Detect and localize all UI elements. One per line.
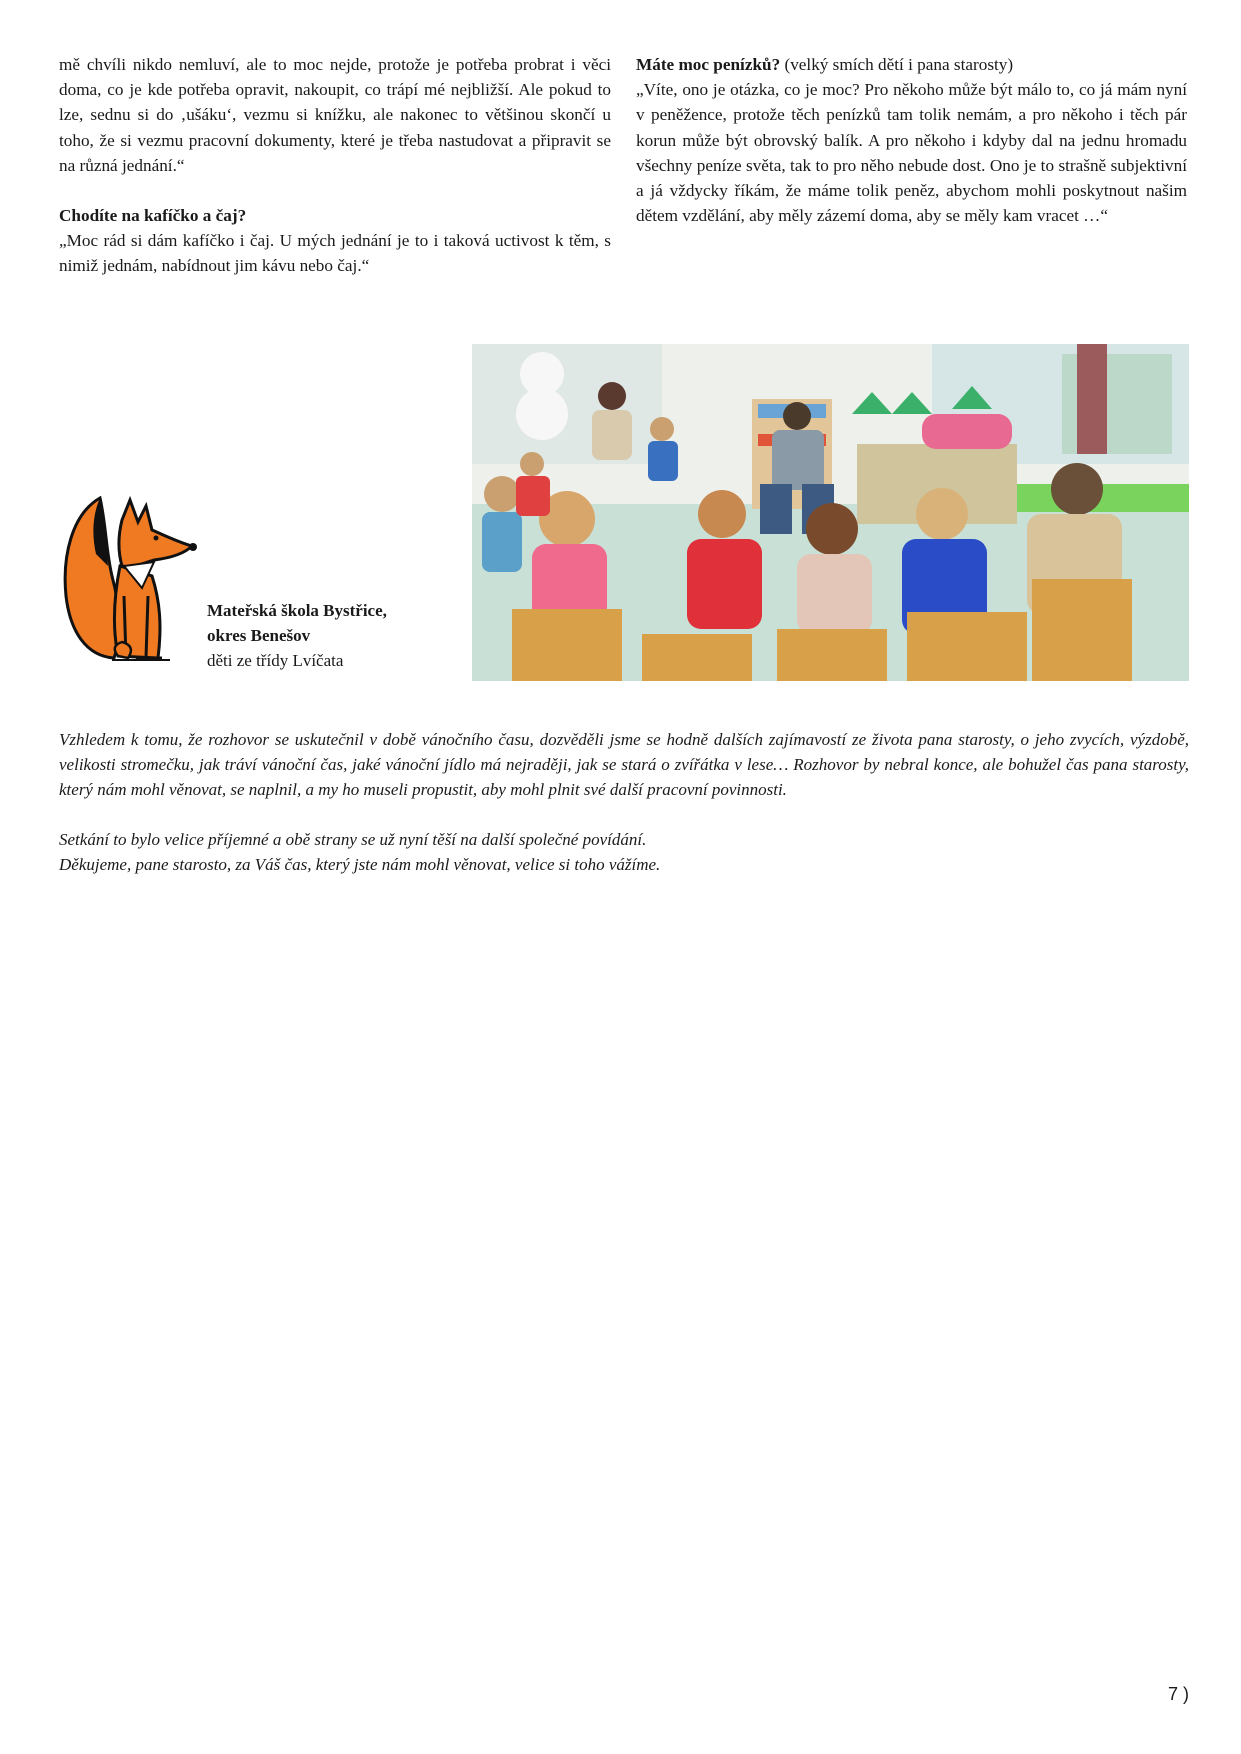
closing-meeting: Setkání to bylo velice příjemné a obě strany se už nyní těší na další společné povídání.	[59, 830, 647, 849]
caption-class: děti ze třídy Lvíčata	[207, 651, 344, 670]
question-heading: Máte moc penízků?	[636, 55, 781, 74]
classroom-photo	[472, 344, 1189, 681]
question-note: (velký smích dětí i pana starosty)	[780, 55, 1014, 74]
left-column	[59, 52, 611, 279]
caption-district: okres Benešov	[207, 626, 311, 645]
fox-illustration	[62, 496, 212, 671]
answer-paragraph: „Víte, ono je otázka, co je moc? Pro někoho může být málo to, co já mám nyní v peněžence, protože těch penízků tam tolik nemám, a pro někoho i těch pár korun může být obrovský balík. A pro někoho i kdyby dal na jednu hromadu všechny peníze světa, tak to pro něho nebude dost. Ono je to strašně subjektivní a já vždycky říkám, že máme tolik peněz, abychom mohli poskytnout našim dětem vzdělání, aby měly zázemí doma, aby se měly kam vracet …“	[636, 80, 1187, 226]
closing-text: Vzhledem k tomu, že rozhovor se uskutečnil v době vánočního času, dozvěděli jsme se hodně dalších zajímavostí ze života pana starosty, o jeho zvycích, výzdobě, velikosti stromečku, jak tráví vánoční čas, jaké vánoční jídlo má nejraději, jak se stará o zvířátka v lese… Rozhovor by nebral konce, ale bohužel čas pana starosty, který nám mohl věnovat, se naplnil, a my ho museli propustit, aby mohl plnit své další pracovní povinnosti.	[59, 730, 1189, 800]
question-heading: Chodíte na kafíčko a čaj?	[59, 206, 247, 226]
question-line	[636, 52, 1187, 77]
closing-thankyou: Děkujeme, pane starosto, za Váš čas, který jste nám mohl věnovat, velice si toho vážíme.	[59, 855, 661, 875]
caption-school: Mateřská škola Bystřice,	[207, 601, 387, 620]
closing-thanks	[59, 827, 1189, 877]
page-number: 7 )	[1167, 1684, 1189, 1704]
closing-paragraph	[59, 727, 1189, 803]
right-column	[636, 52, 1187, 228]
paragraph: mě chvíli nikdo nemluví, ale to moc nejde, protože je potřeba probrat i věci doma, co je kde potřeba opravit, nakoupit, co trápí mé nejbližší. Ale pokud to lze, sednu si do ‚ušáku‘, vezmu si knížku, ale nakonec to většinou skončí u toho, že si vezmu pracovní dokumenty, které je třeba nastudovat a připravit se na různá jednání.“	[59, 55, 611, 175]
answer-paragraph: „Moc rád si dám kafíčko i čaj. U mých jednání je to i taková uctivost k těm, s nimiž jednám, nabídnout jim kávu nebo čaj.“	[59, 231, 611, 276]
photo-caption	[207, 598, 387, 673]
